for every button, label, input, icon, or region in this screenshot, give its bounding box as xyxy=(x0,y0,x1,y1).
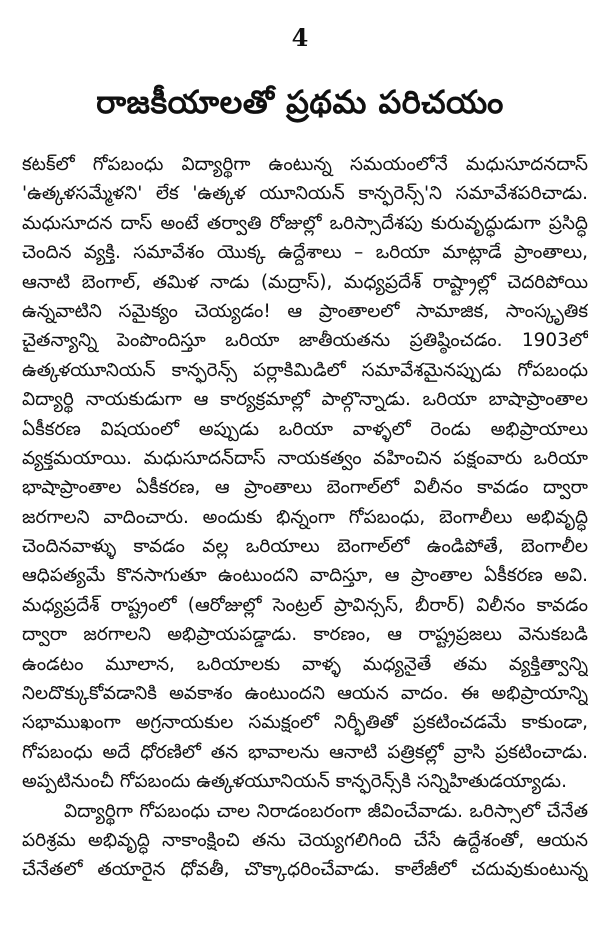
text-line: మధుసూదన దాస్ అంటే తర్వాతి రోజుల్లో ఒరిస్సాదేశపు కురువృద్ధుడుగా ప్రసిద్ధి xyxy=(22,212,588,234)
text-line: భాషాప్రాంతాల ఏకీకరణ, ఆ ప్రాంతాలు బెంగాల్‌లో విలీనం కావడం ద్వారా xyxy=(22,477,588,499)
text-line: వ్యక్తమయాయి. మధుసూదన్‌దాస్ నాయకత్వం వహించిన పక్షంవారు ఒరియా xyxy=(22,447,588,469)
text-line: ఉండటం మూలాన, ఒరియాలకు వాళ్ళ మధ్యనైతే తమ వ్యక్తిత్వాన్ని xyxy=(22,653,588,675)
text-line: గోపబంధు అదే ధోరణిలో తన భావాలను ఆనాటి పత్రికల్లో వ్రాసి ప్రకటించాడు. xyxy=(22,741,588,763)
text-line: ద్వారా జరగాలని అభిప్రాయపడ్డాడు. కారణం, ఆ రాష్ట్రప్రజలు వెనుకబడి xyxy=(22,624,588,646)
text-line: విద్యార్థిగా గోపబంధు చాల నిరాడంబరంగా జీవించేవాడు. ఒరిస్సాలో చేనేత xyxy=(64,800,588,822)
text-line: ఉత్కళయూనియన్ కాన్ఫరెన్స్ పర్లాకిమిడిలో సమావేశమైనప్పుడు గోపబంధు xyxy=(22,359,588,381)
text-line: ఏకీకరణ విషయంలో అప్పుడు ఒరియా వాళ్ళలో రెండు అభిప్రాయాలు xyxy=(22,418,588,440)
chapter-title: రాజకీయాలతో ప్రథమ పరిచయం xyxy=(96,83,504,121)
text-line: కటక్‌లో గోపబంధు విద్యార్థిగా ఉంటున్న సమయంలోనే మధుసూదనదాస్ xyxy=(22,154,588,175)
paragraph-1 xyxy=(22,150,588,797)
body-text xyxy=(22,150,588,885)
text-line: చెందినవాళ్ళు కావడం వల్ల ఒరియాలు బెంగాల్‌లో ఉండిపోతే, బెంగాలీల xyxy=(22,536,588,558)
text-line: చేనేతలో తయారైన ధోవతీ, చొక్కాధరించేవాడు. కాలేజీలో చదువుకుంటున్న xyxy=(22,859,588,881)
text-line: ఉన్నవాటిని సమైక్యం చెయ్యడం! ఆ ప్రాంతాలలో సామాజిక, సాంస్కృతిక xyxy=(22,300,588,322)
text-line: అప్పటినుంచీ గోపబందు ఉత్కళయూనియన్ కాన్ఫరెన్స్‌కి సన్నిహితుడయ్యాడు. xyxy=(22,771,567,793)
text-line: చైతన్యాన్ని పెంపొందిస్తూ ఒరియా జాతీయతను ప్రతిష్ఠించడం. 1903లో xyxy=(22,330,588,352)
text-line: మధ్యప్రదేశ్ రాష్ట్రంలో (ఆరోజుల్లో సెంట్రల్ ప్రావిన్సస్, బీరార్) విలీనం కావడం xyxy=(22,594,588,616)
text-line: జరగాలని వాదించారు. అందుకు భిన్నంగా గోపబంధు, బెంగాలీలు అభివృద్ధి xyxy=(22,506,588,528)
text-line: ఆధిపత్యమే కొనసాగుతూ ఉంటుందని వాదిస్తూ, ఆ ప్రాంతాల ఏకీకరణ అవి. xyxy=(22,565,588,587)
paragraph-2 xyxy=(22,797,588,885)
text-line: చెందిన వ్యక్తి. సమావేశం యొక్క ఉద్దేశాలు – ఒరియా మాట్లాడే ప్రాంతాలు, xyxy=(22,242,588,264)
text-line: నిలదొక్కుకోవడానికి అవకాశం ఉంటుందని ఆయన వాదం. ఈ అభిప్రాయాన్ని xyxy=(22,683,588,705)
text-line: విద్యార్థి నాయకుడుగా ఆ కార్యక్రమాల్లో పాల్గొన్నాడు. ఒరియా బాషాప్రాంతాల xyxy=(22,389,588,411)
text-line: పరిశ్రమ అభివృద్ధి నాకాంక్షించి తను చెయ్యగలిగింది చేసే ఉద్దేశంతో, ఆయన xyxy=(22,829,588,851)
text-line: 'ఉత్కళసమ్మేళని' లేక 'ఉత్కళ యూనియన్ కాన్ఫరెన్స్'ని సమావేశపరిచాడు. xyxy=(22,183,588,205)
text-line: ఆనాటి బెంగాల్, తమిళ నాడు (మద్రాస్), మధ్యప్రదేశ్ రాష్ట్రాల్లో చెదరిపోయి xyxy=(22,271,588,293)
page-number: 4 xyxy=(291,23,309,52)
text-line: సభాముఖంగా అగ్రనాయకుల సమక్షంలో నిర్భీతితో ప్రకటించడమే కాకుండా, xyxy=(22,712,588,734)
